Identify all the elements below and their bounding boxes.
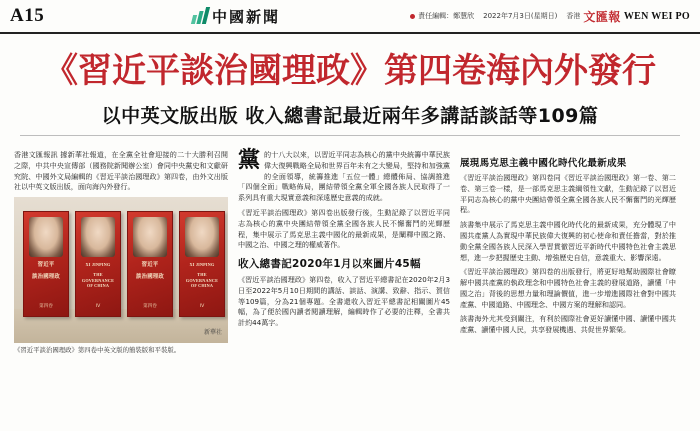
headline-block (0, 34, 700, 142)
book-cover-en-2 (179, 211, 225, 317)
portrait-image (133, 217, 167, 257)
section-title: 中國新聞 (212, 7, 281, 26)
book-subtitle-en: THE GOVERNANCE OF CHINA (185, 272, 219, 288)
editor-credit (410, 11, 474, 21)
page-subtitle: 以中英文版出版 收入總書記最近兩年多講話談話等109篇 (101, 105, 599, 128)
book-row (23, 211, 225, 317)
book-volume: 第四卷 (143, 304, 157, 310)
page-footer-space (0, 370, 700, 384)
masthead (0, 0, 700, 34)
book-title-cn: 習近平 (37, 262, 55, 269)
editor-label: 責任編輯：鄭慧欣 (418, 12, 475, 20)
issue-date: 2022年7月3日(星期日) (483, 12, 558, 20)
book-volume: IV (199, 304, 205, 310)
book-volume: IV (95, 304, 101, 310)
brand-name-en: WEN WEI PO (623, 10, 690, 22)
section-flag-wrap (62, 6, 410, 27)
portrait-image (29, 217, 63, 257)
middle-paragraph-1: 的十八大以來，以習近平同志為核心的黨中央統籌中華民族偉大復興戰略全局和世界百年未有之大變局，堅持和加強黨的全面領導，統籌推進「五位一體」總體佈局、協調推進「四個全面」戰略佈局，團結帶領全黨全軍全國各族人民取得了一系列具有重大現實意義和深遠歷史意義的成就。 (238, 150, 450, 203)
right-paragraph-4: 該書海外尤其受到關注，有利於國際社會更好讀懂中國、讀懂中國共產黨、讀懂中國人民，共享發展機遇、共促世界繁榮。 (460, 314, 676, 335)
photo-agency-credit: 新華社 (203, 329, 222, 337)
article-body (0, 142, 700, 370)
book-title-en: XI JINPING (189, 262, 215, 268)
page-number: A15 (10, 5, 45, 26)
section-flag (192, 6, 280, 27)
middle-paragraph-3: 《習近平談治國理政》第四卷，收入了習近平總書記在2020年2月3日至2022年5月10日期間的講話、談話、演講、致辭、指示、賀信等109篇，分為21個專題。全書還收入習近平總書記相關圖片45幅，為了便於國內讀者閱讀理解，編輯時作了必要的注釋，全書共計約44萬字。 (238, 275, 450, 328)
flag-bars-icon (192, 8, 208, 24)
book-title-cn: 習近平 (141, 262, 159, 269)
book-subtitle-cn: 談治國理政 (136, 273, 164, 280)
book-cover-en-1 (75, 211, 121, 317)
column-right (460, 150, 676, 370)
right-paragraph-2: 該書集中展示了馬克思主義中國化時代化的最新成果，充分體現了中國共產黨人為實現中華民族偉大復興的初心使命和責任擔當，對於推動全黨全國各族人民深入學習貫徹習近平新時代中國特色社會主義思想，進一步把握歷史主動、增強歷史自信，意義重大、影響深遠。 (460, 220, 676, 262)
book-volume: 第四卷 (39, 304, 53, 310)
masthead-right (410, 8, 690, 25)
book-subtitle-en: THE GOVERNANCE OF CHINA (81, 272, 115, 288)
column-left (14, 150, 228, 370)
brand-name-cn: 文匯報 (583, 9, 621, 24)
middle-subheading: 收入總書記2020年1月以來圖片45幅 (238, 258, 421, 271)
brand-prefix: 香港 (566, 12, 581, 20)
book-subtitle-cn: 談治國理政 (32, 273, 60, 280)
photo-caption: 《習近平談治國理政》第四卷中英文版的簡裝版和平裝版。 (14, 346, 181, 355)
portrait-image (185, 217, 219, 257)
page-title: 《習近平談治國理政》第四卷海內外發行 (44, 51, 656, 91)
middle-paragraph-2: 《習近平談治國理政》第四卷出版發行後，生動記錄了以習近平同志為核心的黨中央團結帶領全黨全國各族人民不懈奮鬥的光輝歷程，集中展示了馬克思主義中國化的最新成果，是闡釋中國之路、中國之治、中國之理的權威著作。 (238, 208, 450, 250)
portrait-image (81, 217, 115, 257)
right-paragraph-3: 《習近平談治國理政》第四卷的出版發行，將更好地幫助國際社會瞭解中國共產黨的執政理念和中國特色社會主義的發展道路，讀懂「中國之治」背後的思想力量和理論價值，進一步增進國際社會對中國共產黨、中國道路、中國理念、中國方案的理解和認同。 (460, 267, 676, 309)
lead-paragraph: 香港文匯報訊 據新華社報道，在全黨全社會迎接的二十大勝利召開之際，中共中央宣傳部（國務院新聞辦公室）會同中央黨史和文獻研究院、中國外文局編輯的《習近平談治國理政》第四卷，由外文出版社以中英文版出版，面向海內外發行。 (14, 150, 228, 192)
column-middle (238, 150, 450, 370)
dropcap-letter: 黨 (238, 148, 261, 174)
headline-divider (20, 135, 680, 136)
right-paragraph-1: 《習近平談治國理政》第四卷同《習近平談治國理政》第一卷、第二卷、第三卷一樣，是一部馬克思主義綱領性文獻，生動記錄了以習近平同志為核心的黨中央團結帶領全黨全國各族人民不懈奮鬥的光輝歷程。 (460, 173, 676, 215)
paper-brand (566, 8, 690, 25)
middle-paragraph-1-wrap (238, 150, 450, 204)
bullet-icon (410, 14, 415, 19)
book-cover-cn-2 (127, 211, 173, 317)
right-subheading: 展現馬克思主義中國化時代化最新成果 (460, 158, 627, 170)
book-cover-cn-1 (23, 211, 69, 317)
book-title-en: XI JINPING (85, 262, 111, 268)
article-photo (14, 197, 228, 343)
